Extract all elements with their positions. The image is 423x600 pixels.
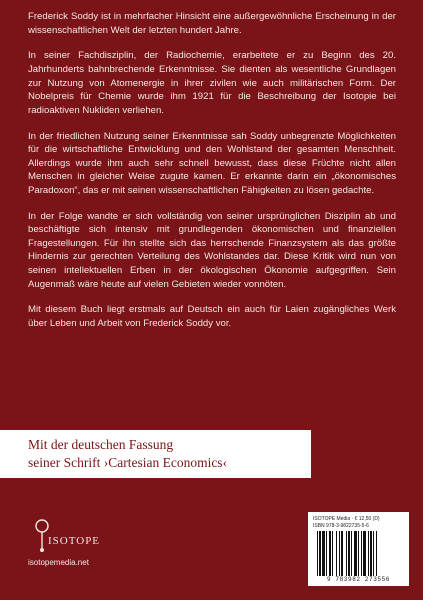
banner-text bbox=[28, 436, 227, 472]
publisher-url: isotopemedia.net bbox=[28, 558, 89, 567]
barcode-digits: 9 783982 273556 bbox=[326, 576, 390, 583]
isbn-label: ISBN 978-3-9822735-5-6 bbox=[313, 523, 369, 529]
banner-line: seiner Schrift ›Cartesian Economics‹ bbox=[28, 455, 228, 470]
subtitle-banner bbox=[0, 430, 311, 478]
publisher-price: ISOTOPE Media · € 12,50 (D) bbox=[313, 516, 380, 522]
banner-line: Mit der deutschen Fassung bbox=[28, 437, 174, 452]
blurb-paragraph: Mit diesem Buch liegt erstmals auf Deutsch ein auch für Laien zugängliches Werk über Leben und Arbeit von Frederick Soddy vor. bbox=[28, 304, 396, 330]
logo-wordmark: ISOTOPE bbox=[48, 535, 101, 547]
blurb-paragraph: Frederick Soddy ist in mehrfacher Hinsicht eine außergewöhnliche Erscheinung in der wissenschaftlichen Welt der letzten hundert Jahre. bbox=[28, 11, 396, 36]
blurb-paragraph: In seiner Fachdisziplin, der Radiochemie, erarbeitete er zu Beginn des 20. Jahrhunderts bahnbrechende Erkenntnisse. Sie dienten als wesentliche Grundlagen zur Nutzung von Atomenergie in ihrer zivilen wie auch militärischen Form. Der Nobelpreis für Chemie wurde ihm 1921 für die Beschreibung der Isotopie bei radioaktiven Nukliden verliehen. bbox=[28, 50, 396, 116]
publisher-logo bbox=[28, 518, 138, 578]
barcode-icon bbox=[317, 531, 400, 576]
barcode-box bbox=[308, 512, 409, 586]
blurb-paragraph: In der friedlichen Nutzung seiner Erkenntnisse sah Soddy unbegrenzte Möglichkeiten für die wirtschaftliche Entwicklung und den Wohlstand der gesamten Menschheit. Allerdings wurde ihm auch sehr schnell bewusst, dass diese Früchte nicht allen Menschen in gleicher Weise zugute kamen. Er erkannte darin ein „ökonomisches Paradoxon“, das er mit seinen wissenschaftlichen Fähigkeiten zu lösen gedachte. bbox=[28, 130, 396, 196]
blurb-paragraph: In der Folge wandte er sich vollständig von seiner ursprünglichen Disziplin ab und beschäftigte sich intensiv mit grundlegenden ökonomischen und finanziellen Fragestellungen. Für ihn stellte sich das herrschende Finanzsystem als das größte Hindernis zur gerechten Verteilung des Wohlstandes dar. Diese Kritik wird nun von seinen intellektuellen Erben in der ökologischen Ökonomie aufgegriffen. Sein Augenmaß wäre heute auf vielen Gebieten wieder vonnöten. bbox=[28, 210, 396, 290]
blurb-text bbox=[28, 10, 396, 343]
